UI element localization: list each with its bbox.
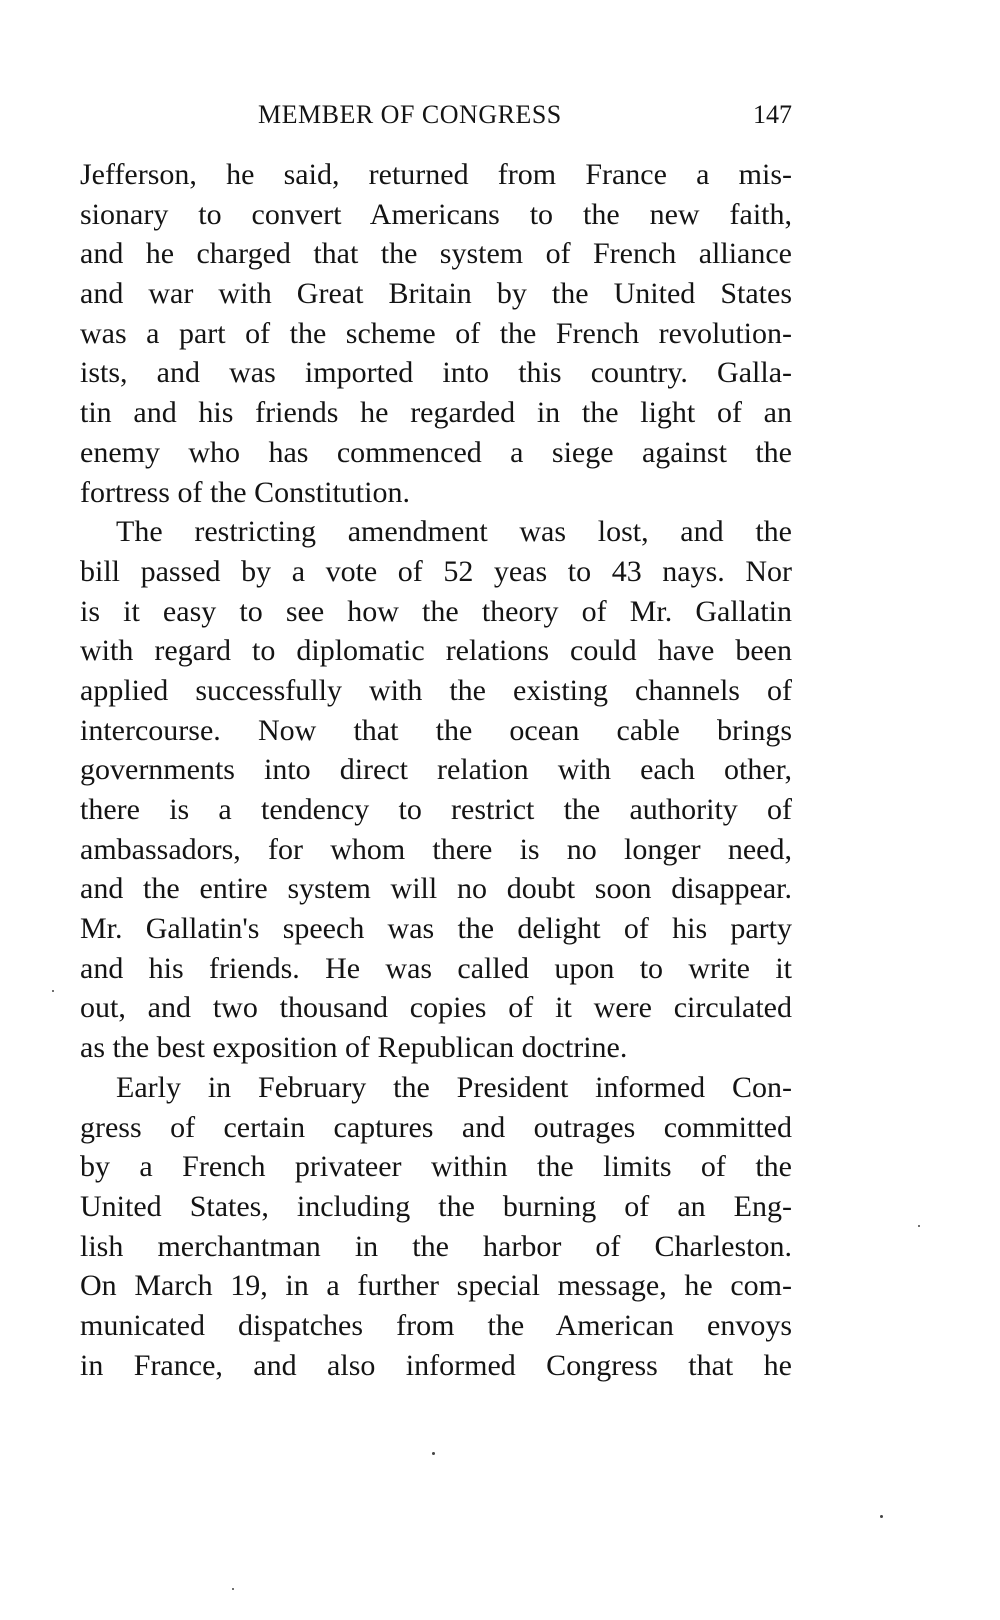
text-line: there is a tendency to restrict the authority of	[80, 793, 792, 826]
body-text	[80, 155, 792, 1385]
running-head	[80, 100, 792, 140]
text-line: governments into direct relation with each other,	[80, 753, 792, 787]
scan-speck	[880, 1515, 883, 1518]
text-line: was a part of the scheme of the French revolution-	[80, 316, 792, 350]
text-line: bill passed by a vote of 52 yeas to 43 nays. Nor	[80, 554, 792, 588]
scan-speck	[432, 1452, 435, 1455]
text-line: out, and two thousand copies of it were circulated	[80, 991, 792, 1025]
text-line: with regard to diplomatic relations could have been	[80, 634, 792, 668]
scan-speck	[918, 1225, 920, 1227]
scan-speck	[52, 990, 54, 992]
text-line: enemy who has commenced a siege against the	[80, 435, 792, 469]
text-line: ambassadors, for whom there is no longer need,	[80, 832, 792, 866]
text-line: United States, including the burning of an Eng-	[80, 1189, 792, 1223]
text-line: and his friends. He was called upon to write it	[80, 951, 792, 985]
text-line: is it easy to see how the theory of Mr. Gallatin	[80, 594, 792, 628]
running-title: MEMBER OF CONGRESS	[258, 100, 562, 129]
text-line: The restricting amendment was lost, and the	[116, 515, 792, 549]
text-line: Early in February the President informed Con-	[116, 1070, 792, 1104]
text-line: and the entire system will no doubt soon disappear.	[80, 872, 792, 906]
text-line: ists, and was imported into this country. Galla-	[80, 356, 792, 390]
text-line: in France, and also informed Congress that he	[80, 1348, 792, 1382]
text-line: and war with Great Britain by the United States	[80, 277, 792, 311]
text-line: Mr. Gallatin's speech was the delight of his party	[80, 912, 792, 946]
text-line: intercourse. Now that the ocean cable brings	[80, 713, 792, 747]
text-line: by a French privateer within the limits of the	[80, 1150, 792, 1184]
text-line: municated dispatches from the American envoys	[80, 1308, 792, 1342]
text-line: gress of certain captures and outrages committed	[80, 1110, 792, 1144]
text-line: and he charged that the system of French alliance	[80, 237, 792, 271]
scan-speck	[232, 1588, 234, 1590]
text-line: fortress of the Constitution.	[80, 475, 410, 509]
text-line: tin and his friends he regarded in the light of an	[80, 396, 792, 430]
text-line: as the best exposition of Republican doctrine.	[80, 1031, 628, 1065]
text-line: On March 19, in a further special message, he com-	[80, 1269, 792, 1303]
text-line: lish merchantman in the harbor of Charleston.	[80, 1229, 792, 1263]
text-line: Jefferson, he said, returned from France a mis-	[80, 158, 792, 191]
text-line: sionary to convert Americans to the new faith,	[80, 197, 792, 231]
page-number: 147	[753, 100, 792, 129]
text-line: applied successfully with the existing channels of	[80, 673, 792, 707]
